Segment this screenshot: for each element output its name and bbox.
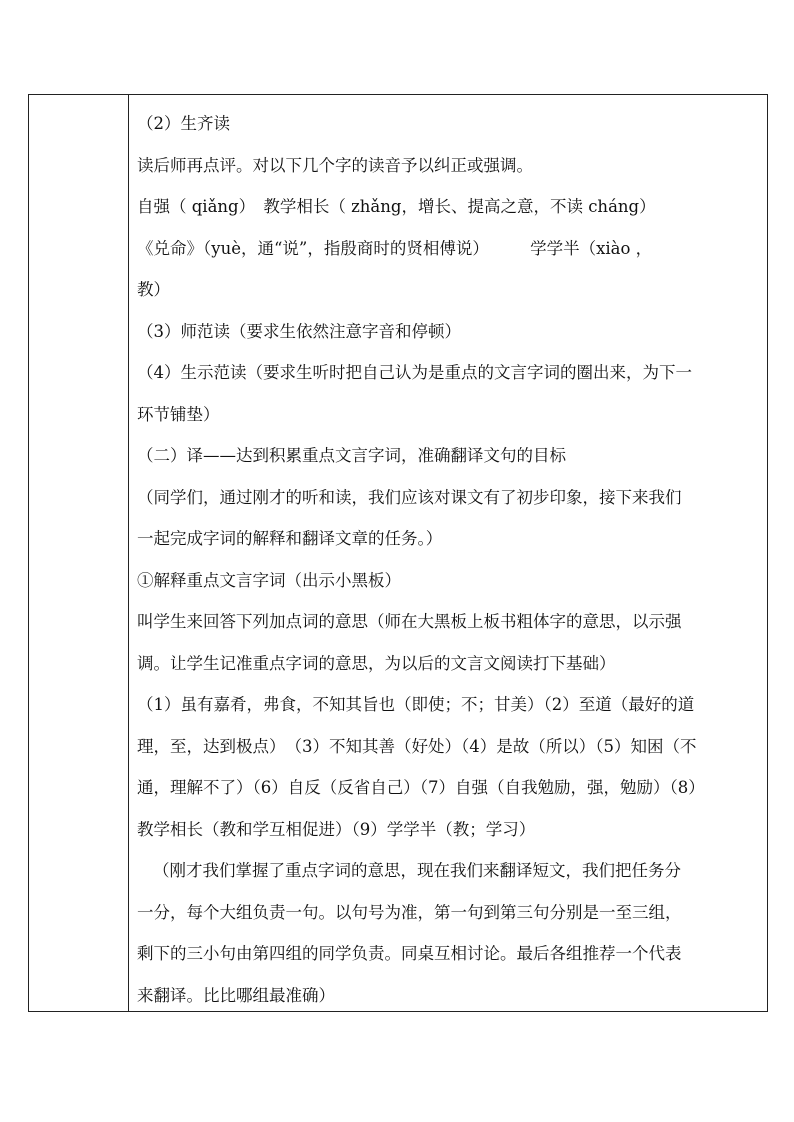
vocab-list-line-4: 教学相长（教和学互相促进）（9）学学半（教；学习）: [137, 819, 536, 839]
teacher-comment-line: 读后师再点评。对以下几个字的读音予以纠正或强调。: [137, 155, 533, 175]
translation-task-line-2: 一分，每个大组负责一句。以句号为准，第一句到第三句分别是一至三组，: [137, 902, 682, 922]
step-2-reading: （2）生齐读: [137, 114, 230, 133]
pronunciation-line-2: 《兑命》（yuè，通“说”，指殷商时的贤相傅说） 学学半（xiào ，: [137, 238, 653, 258]
translation-task-line-3: 剩下的三小句由第四组的同学负责。同桌互相讨论。最后各组推荐一个代表: [137, 944, 682, 963]
lesson-plan-table: [28, 94, 768, 1012]
step-4-student-reading: （4）生示范读（要求生听时把自己认为是重点的文言字词的圈出来，为下一: [137, 363, 692, 382]
vocab-list-line-1: （1）虽有嘉肴，弗食，不知其旨也（即使；不；甘美）（2）至道（最好的道: [137, 695, 695, 714]
table-content-cell: [129, 95, 767, 1011]
step-3-teacher-reading: （3）师范读（要求生依然注意字音和停顿）: [137, 321, 461, 341]
vocab-instruction-line-1: 叫学生来回答下列加点词的意思（师在大黑板上板书粗体字的意思，以示强: [137, 612, 682, 631]
section-translation-heading: （二）译——达到积累重点文言字词，准确翻译文句的目标: [137, 446, 566, 465]
translation-task-line-4: 来翻译。比比哪组最准确）: [137, 985, 335, 1005]
step-4-student-reading-cont: 环节铺垫）: [137, 404, 220, 424]
vocab-explanation-heading: ①解释重点文言字词（出示小黑板）: [137, 570, 401, 590]
translation-intro-line-2: 一起完成字词的解释和翻译文章的任务。）: [137, 529, 443, 548]
pronunciation-line-2-cont: 教）: [137, 280, 170, 299]
vocab-instruction-line-2: 调。让学生记准重点字词的意思，为以后的文言文阅读打下基础）: [137, 653, 616, 673]
translation-intro-line-1: （同学们，通过刚才的听和读，我们应该对课文有了初步印象，接下来我们: [137, 487, 682, 507]
vocab-list-line-2: 理，至，达到极点） （3）不知其善（好处）（4）是故（所以）（5）知困（不: [137, 736, 697, 756]
vocab-list-line-3: 通，理解不了）（6）自反（反省自己）（7）自强（自我勉励，强，勉励）（8）: [137, 778, 705, 797]
table-left-column: [29, 95, 129, 1011]
translation-task-line-1: （刚才我们掌握了重点字词的意思，现在我们来翻译短文，我们把任务分: [153, 861, 681, 880]
pronunciation-line-1: 自强（ qiǎng） 教学相长（ zhǎng，增长、提高之意，不读 cháng）: [137, 197, 656, 216]
